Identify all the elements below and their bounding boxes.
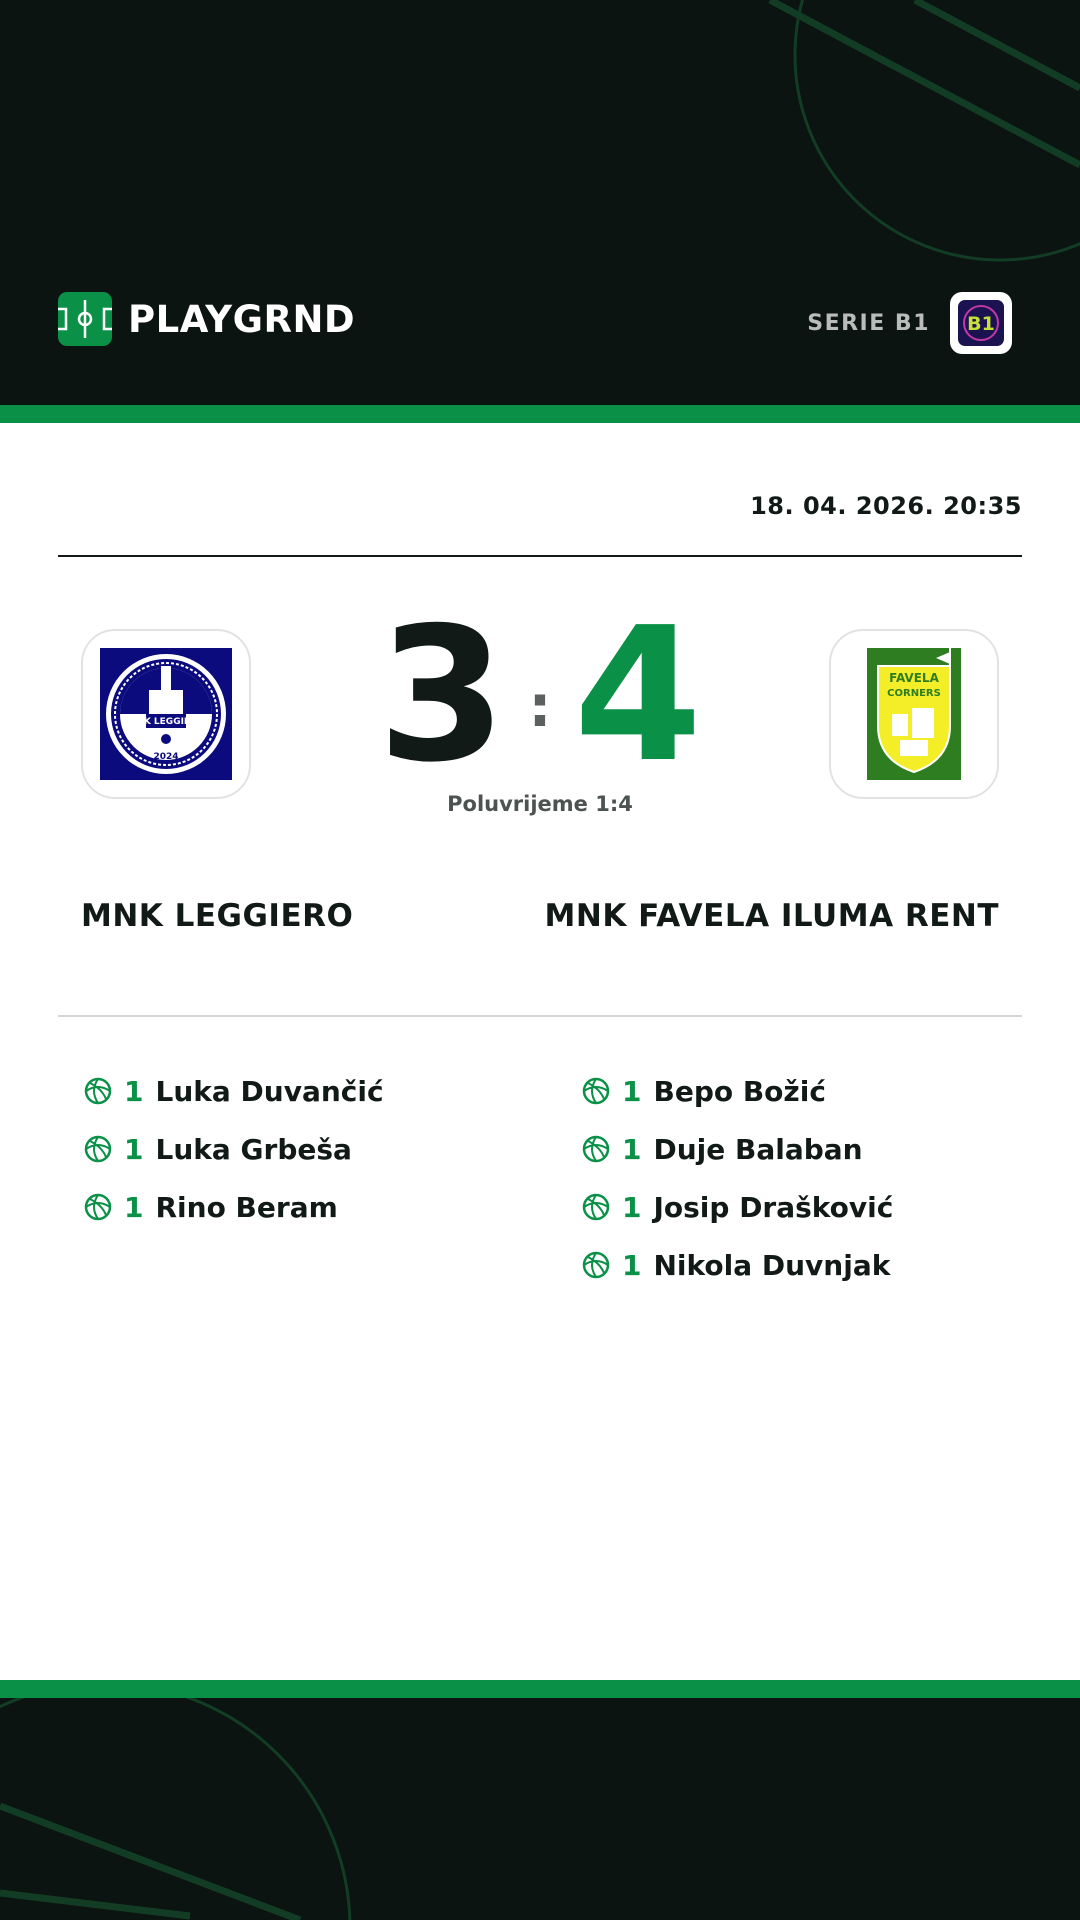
- player-name: Bepo Božić: [653, 1074, 826, 1108]
- ball-icon: [84, 1135, 112, 1163]
- goal-count: 1: [622, 1074, 642, 1108]
- match-datetime: 18. 04. 2026. 20:35: [750, 492, 1022, 520]
- player-name: Josip Drašković: [653, 1190, 894, 1224]
- away-team-name: MNK FAVELA ILUMA RENT: [544, 898, 999, 934]
- divider: [58, 1015, 1022, 1017]
- away-scorers-list: [582, 1062, 893, 1294]
- player-name: Nikola Duvnjak: [653, 1248, 891, 1282]
- goal-count: 1: [124, 1074, 144, 1108]
- away-team-logo: [829, 629, 999, 799]
- ball-icon: [582, 1193, 610, 1221]
- goal-count: 1: [124, 1132, 144, 1166]
- ball-icon: [84, 1193, 112, 1221]
- home-logo-year: 2024: [153, 752, 179, 762]
- goal-count: 1: [622, 1190, 642, 1224]
- away-logo-text-2: CORNERS: [887, 688, 941, 699]
- scoreboard: [340, 586, 740, 803]
- brand: [58, 292, 355, 346]
- away-score: 4: [573, 586, 703, 803]
- home-score: 3: [377, 586, 507, 803]
- scorer-row: [582, 1062, 893, 1120]
- goal-count: 1: [622, 1132, 642, 1166]
- scorer-row: [84, 1178, 384, 1236]
- ball-icon: [582, 1077, 610, 1105]
- footer-band: [0, 1698, 1080, 1920]
- home-scorers-list: [84, 1062, 384, 1236]
- header-band: [0, 0, 1080, 405]
- player-name: Duje Balaban: [653, 1132, 863, 1166]
- divider: [58, 555, 1022, 557]
- home-logo-text: MNK LEGGIERO: [127, 717, 205, 727]
- goal-count: 1: [124, 1190, 144, 1224]
- pitch-icon: [58, 292, 112, 346]
- ball-icon: [84, 1077, 112, 1105]
- league-info: [807, 292, 1012, 354]
- player-name: Luka Duvančić: [155, 1074, 384, 1108]
- scorer-row: [84, 1120, 384, 1178]
- score-separator: :: [528, 672, 552, 740]
- footer-accent-stripe: [0, 1680, 1080, 1698]
- brand-name: PLAYGRND: [128, 297, 356, 341]
- header-accent-stripe: [0, 405, 1080, 423]
- halftime-score: Poluvrijeme 1:4: [447, 792, 633, 816]
- ball-icon: [582, 1135, 610, 1163]
- away-logo-text-1: FAVELA: [889, 671, 939, 685]
- league-name: SERIE B1: [807, 310, 930, 336]
- scorer-row: [582, 1236, 893, 1294]
- league-badge-icon: [950, 292, 1012, 354]
- home-team-name: MNK LEGGIERO: [81, 898, 354, 934]
- home-team-logo: [81, 629, 251, 799]
- player-name: Rino Beram: [155, 1190, 338, 1224]
- league-badge-text: B1: [967, 313, 995, 335]
- goal-count: 1: [622, 1248, 642, 1282]
- scorer-row: [582, 1178, 893, 1236]
- player-name: Luka Grbeša: [155, 1132, 352, 1166]
- scorer-row: [582, 1120, 893, 1178]
- scorer-row: [84, 1062, 384, 1120]
- ball-icon: [582, 1251, 610, 1279]
- pitch-lines-decoration: [0, 1698, 1080, 1920]
